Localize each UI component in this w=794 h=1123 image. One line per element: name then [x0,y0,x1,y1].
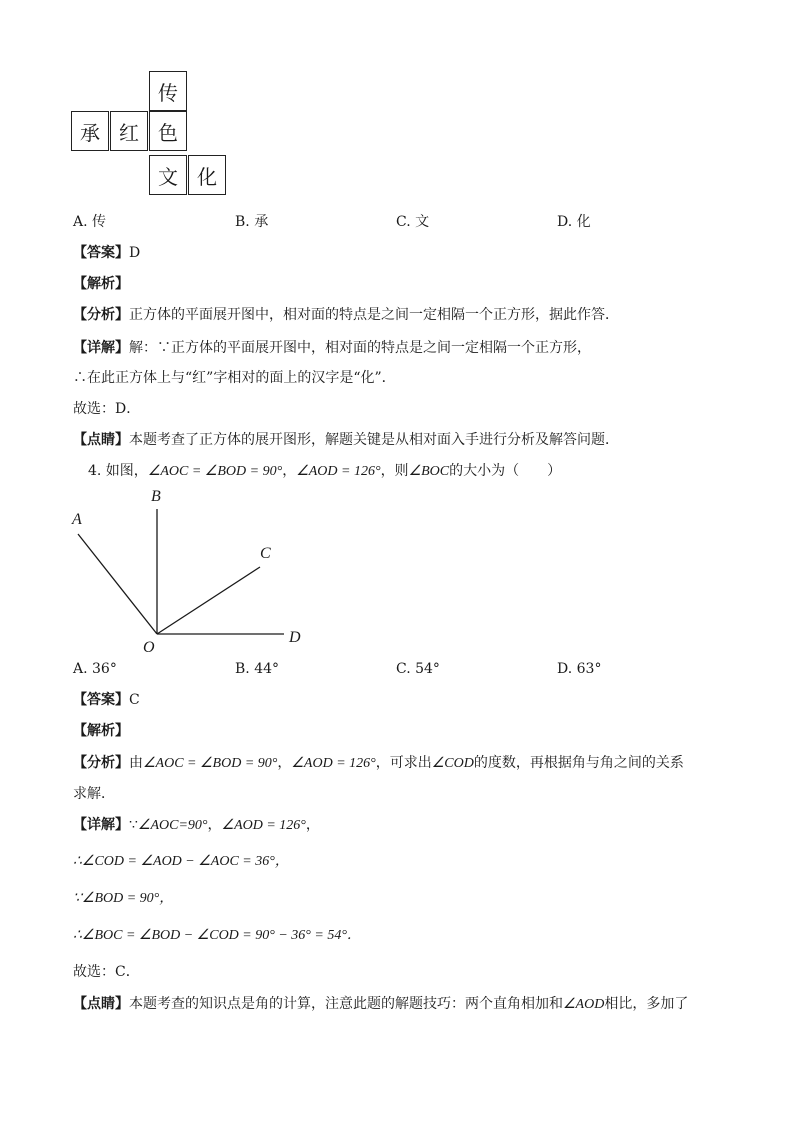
net-cell-left1: 承 [71,111,109,151]
q4-option-c: C. 54° [396,661,440,677]
q3-option-a: A. 传 [73,214,107,230]
q4-step3: ∴∠BOC = ∠BOD − ∠COD = 90° − 36° = 54°． [73,928,361,943]
xiangjie-b: ， [207,817,222,833]
fenxi-math1: ∠AOC = ∠BOD = 90° [143,756,278,771]
label-o: O [143,639,155,656]
xiangjie-c: ， [305,817,320,833]
q4-analysis-heading [73,721,129,741]
dianjing-b: 相比，多加了 [604,996,689,1012]
xiangjie-math1: ∠AOC=90° [137,818,208,833]
q4-stem-math2: ∠AOD = 126° [296,464,381,479]
q4-option-d: D. 63° [557,661,602,677]
q3-dianjing [73,430,619,450]
q4-step1: ∴∠COD = ∠AOD − ∠AOC = 36°， [73,854,289,869]
q3-conclusion: ∴在此正方体上与“红”字相对的面上的汉字是“化”． [73,370,396,386]
q4-fenxi-line2: 求解． [73,786,115,802]
net-cell-bottom: 文 [149,155,187,195]
dianjing-text: 本题考查了正方体的展开图形，解题关键是从相对面入手进行分析及解答问题． [129,432,619,448]
fenxi-tag: 【分析】 [73,307,129,323]
label-d: D [289,629,301,646]
answer-value: D [129,245,141,261]
answer-tag: 【答案】 [73,692,129,708]
fenxi-math3: ∠COD [431,756,474,771]
fenxi-text: 正方体的平面展开图中，相对面的特点是之间一定相隔一个正方形，据此作答． [129,307,619,323]
q3-option-c: C. 文 [396,214,430,230]
q4-stem-math1: ∠AOC = ∠BOD = 90° [147,464,283,479]
dianjing-a: 本题考查的知识点是角的计算，注意此题的解题技巧：两个直角相加和 [129,996,563,1012]
dianjing-math: ∠AOD [563,997,605,1012]
q4-dianjing [73,994,688,1015]
q4-answer [73,690,140,710]
q3-fenxi [73,305,619,325]
answer-tag: 【答案】 [73,245,129,261]
q4-option-a: A. 36° [73,661,117,677]
net-cell-top: 传 [149,71,187,111]
net-cell-bottom-right: 化 [188,155,226,195]
cube-net-figure [71,71,231,197]
q4-stem-math3: ∠BOC [408,464,450,479]
fenxi-a: 由 [129,755,143,771]
analysis-tag: 【解析】 [73,276,129,292]
answer-value: C [129,692,140,708]
q3-analysis-heading [73,274,129,294]
fenxi-d: 的度数，再根据角与角之间的关系 [473,755,684,771]
ray-oc [157,567,260,634]
q3-choice: 故选：D． [73,401,141,417]
q4-choice: 故选：C． [73,964,140,980]
fenxi-math2: ∠AOD = 126° [291,756,376,771]
xiangjie-a: ∵ [129,817,138,833]
fenxi-c: ，可求出 [375,755,432,771]
q4-xiangjie [73,815,320,836]
q4-stem-mid: ， [282,463,297,479]
q4-step2: ∵∠BOD = 90°， [73,891,174,906]
dianjing-tag: 【点睛】 [73,432,129,448]
net-cell-left2: 红 [110,111,148,151]
q4-option-b: B. 44° [235,661,280,677]
q3-option-d: D. 化 [557,214,591,230]
ray-oa [78,534,157,634]
xiangjie-math2: ∠AOD = 126° [221,818,306,833]
q4-fenxi [73,753,684,774]
xiangjie-text: 解：∵正方体的平面展开图中，相对面的特点是之间一定相隔一个正方形， [129,340,591,356]
analysis-tag: 【解析】 [73,723,129,739]
q4-stem [88,461,561,482]
fenxi-tag: 【分析】 [73,755,129,771]
q3-option-b: B. 承 [235,214,269,230]
q3-answer [73,243,140,263]
fenxi-b: ， [277,755,292,771]
q4-stem-suffix: 的大小为（ ） [449,463,562,479]
dianjing-tag: 【点睛】 [73,996,129,1012]
angle-figure [66,484,316,659]
q4-stem-prefix: 4. 如图， [88,463,148,479]
label-c: C [260,545,271,562]
label-a: A [72,511,82,528]
xiangjie-tag: 【详解】 [73,817,129,833]
q4-stem-mid2: ，则 [380,463,409,479]
label-b: B [151,488,161,505]
net-cell-center: 色 [149,111,187,151]
xiangjie-tag: 【详解】 [73,340,129,356]
q3-xiangjie [73,338,591,358]
